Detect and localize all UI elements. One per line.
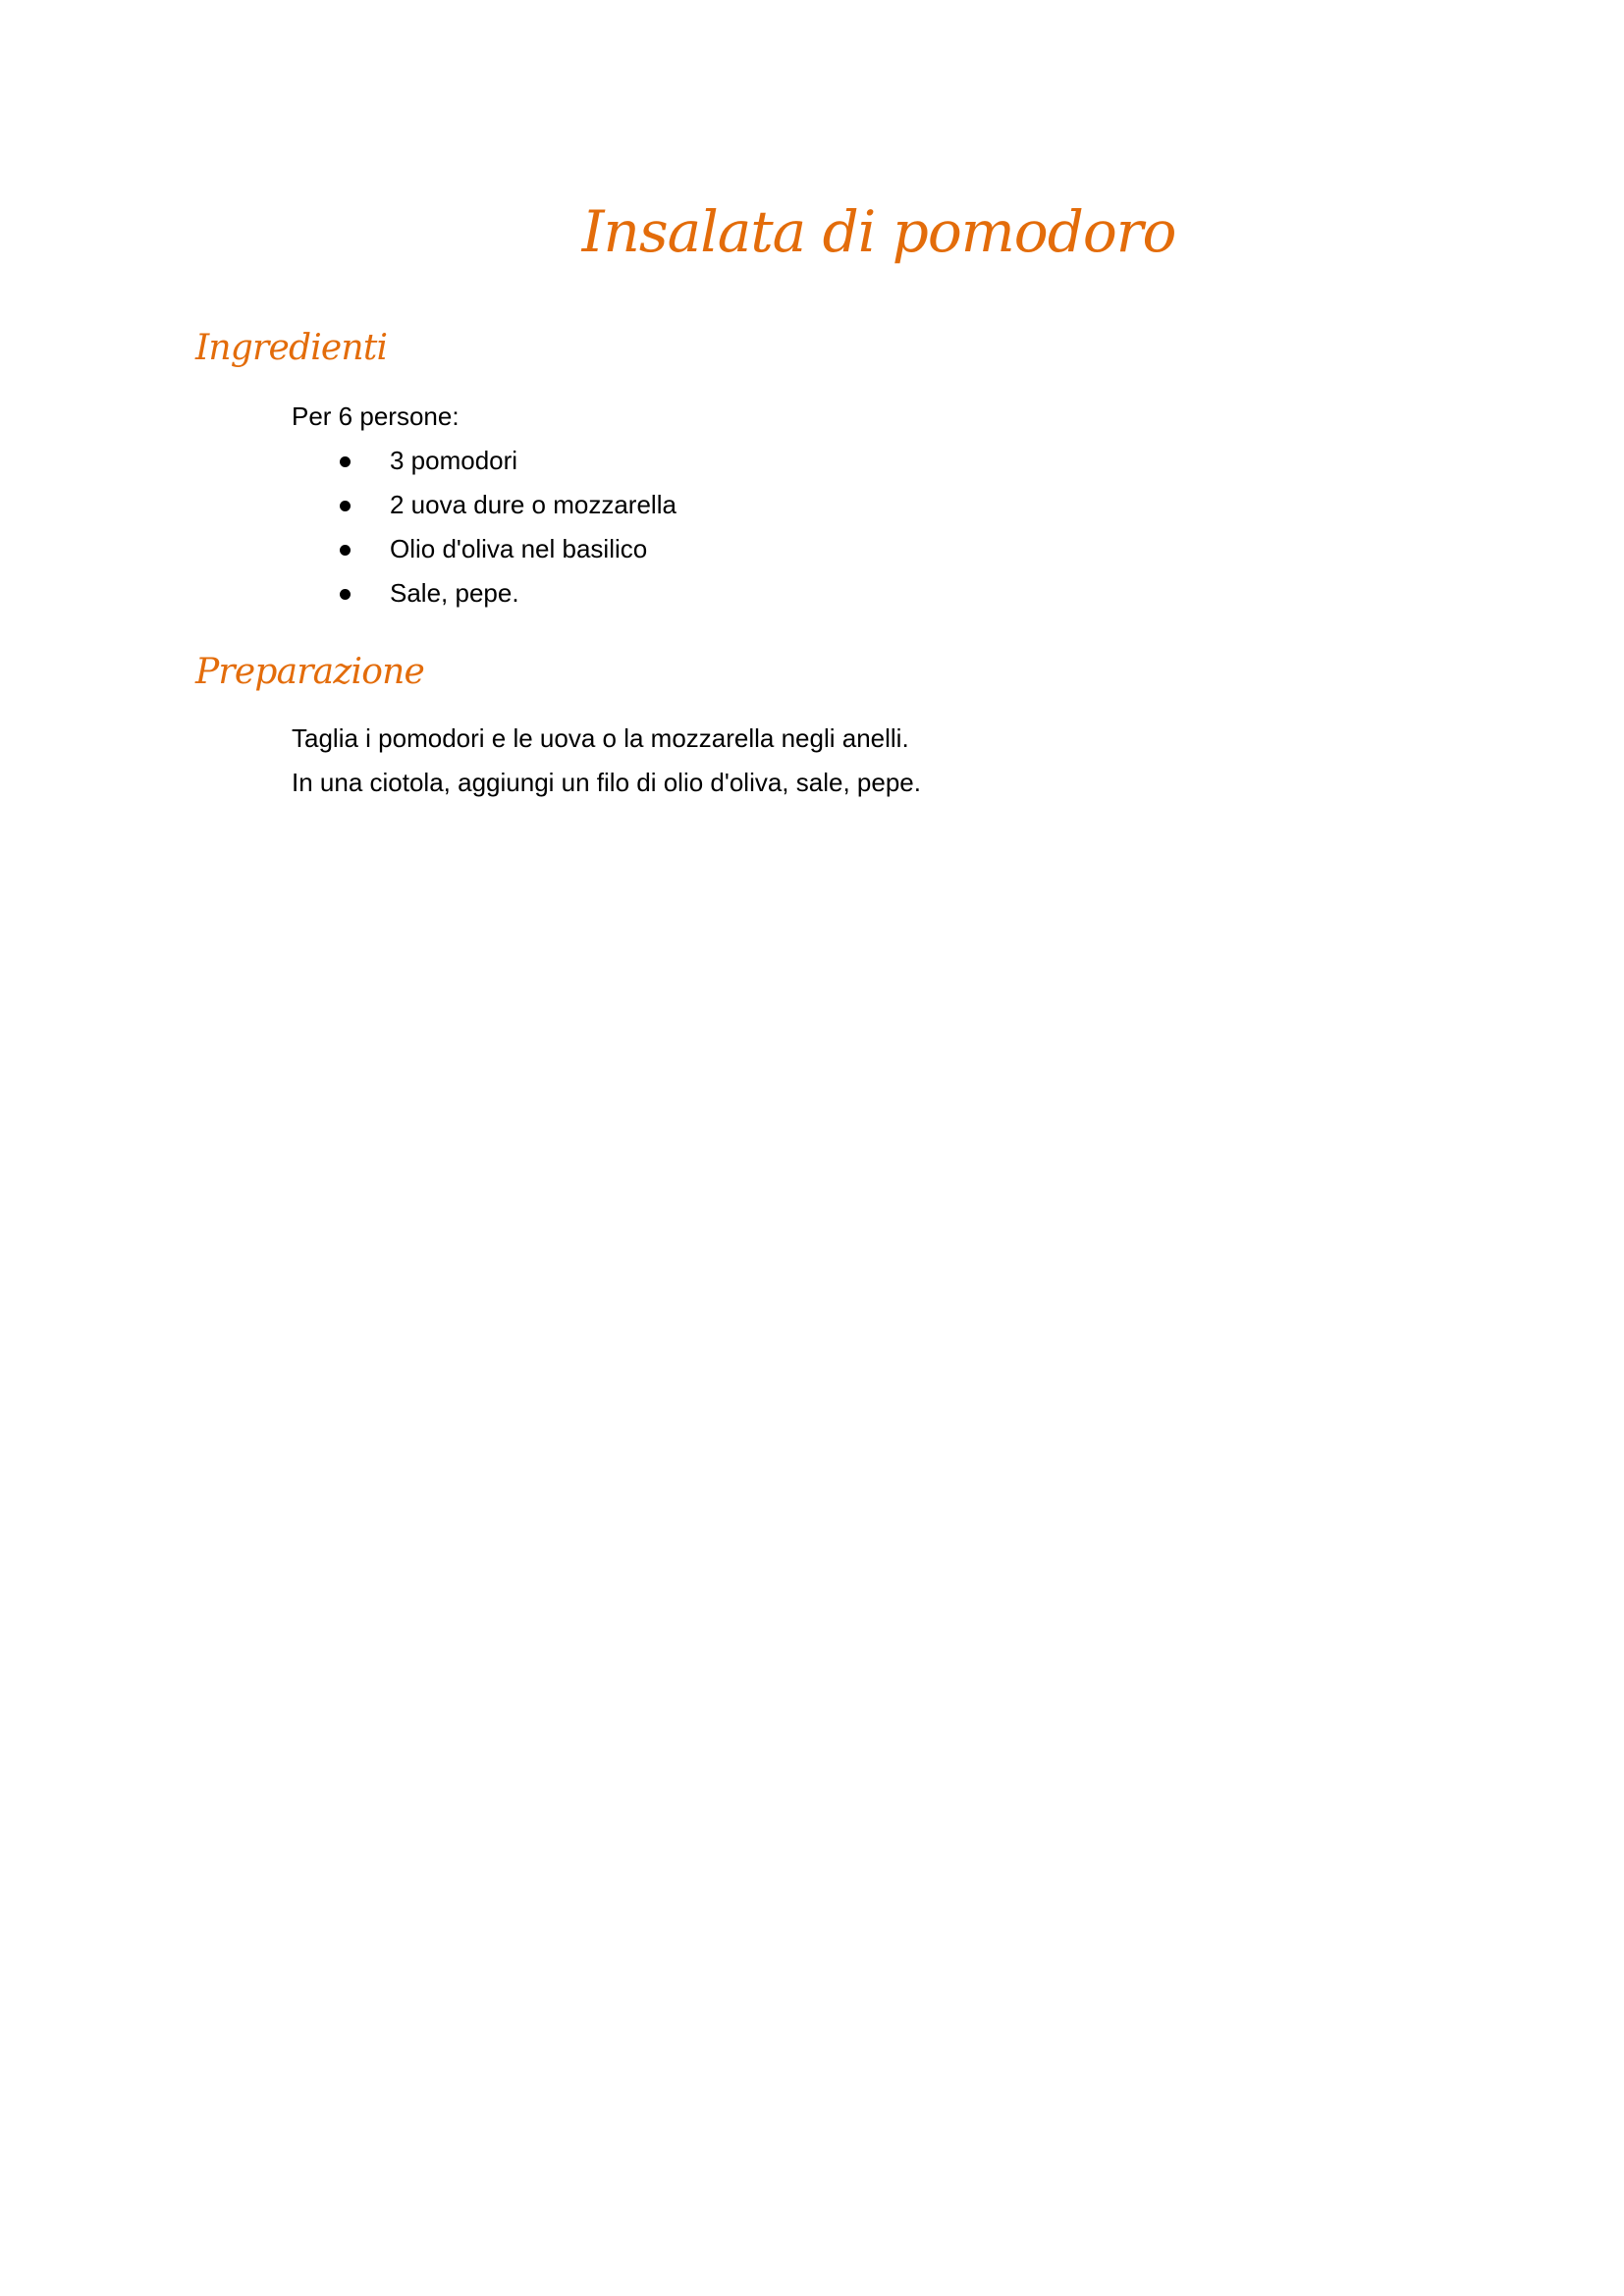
bullet-icon <box>340 589 351 600</box>
servings-line: Per 6 persone: <box>292 401 460 431</box>
list-item <box>0 571 884 615</box>
preparation-steps <box>292 717 921 805</box>
bullet-icon <box>340 501 351 511</box>
ingredient-list <box>0 439 884 615</box>
preparation-step: Taglia i pomodori e le uova o la mozzarella negli anelli. <box>292 723 909 753</box>
list-item <box>0 439 884 483</box>
bullet-icon <box>340 545 351 556</box>
bullet-icon <box>340 456 351 467</box>
recipe-title-text: Insalata di pomodoro <box>581 198 1176 265</box>
list-item <box>0 483 884 527</box>
preparation-heading: Preparazione <box>195 652 424 692</box>
ingredients-heading: Ingredienti <box>195 328 388 368</box>
recipe-title <box>0 192 1624 271</box>
ingredient-label: 2 uova dure o mozzarella <box>390 490 677 519</box>
ingredient-label: Sale, pepe. <box>390 578 519 608</box>
preparation-step: In una ciotola, aggiungi un filo di olio d'oliva, sale, pepe. <box>292 768 921 797</box>
ingredient-label: 3 pomodori <box>390 446 518 475</box>
ingredient-label: Olio d'oliva nel basilico <box>390 534 648 563</box>
list-item <box>0 527 884 571</box>
